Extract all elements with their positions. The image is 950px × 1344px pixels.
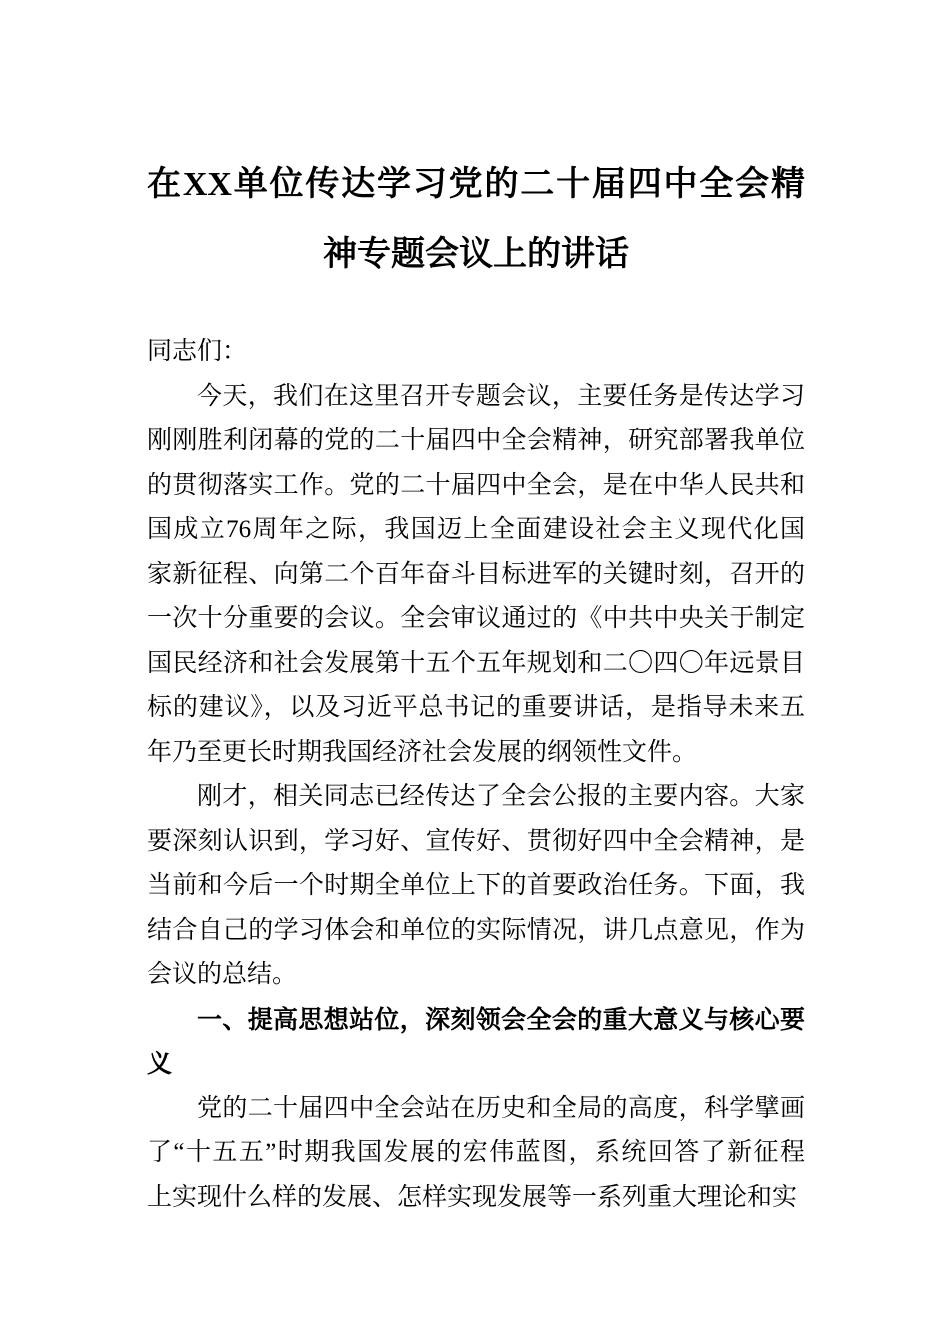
text-line: 会议的总结。 bbox=[147, 961, 298, 988]
salutation: 同志们： bbox=[147, 338, 248, 365]
text-line: 刚刚胜利闭幕的党的二十届四中全会精神，研究部署我单位 bbox=[147, 427, 805, 454]
document-title bbox=[147, 150, 805, 290]
section-heading bbox=[147, 998, 805, 1087]
text-line: 国成立76周年之际，我国迈上全面建设社会主义现代化国 bbox=[147, 516, 805, 543]
text-line: 上实现什么样的发展、怎样实现发展等一系列重大理论和实 bbox=[147, 1183, 798, 1211]
document-body bbox=[147, 330, 805, 1220]
title-line: 神专题会议上的讲话 bbox=[323, 236, 629, 273]
text-line: 年乃至更长时期我国经济社会发展的纲领性文件。 bbox=[147, 738, 698, 766]
text-line: 一、提高思想站位，深刻领会全会的重大意义与核心要 bbox=[197, 1005, 805, 1034]
text-line: 国民经济和社会发展第十五个五年规划和二〇四〇年远景目 bbox=[147, 649, 805, 677]
text-line: 的贯彻落实工作。党的二十届四中全会，是在中华人民共和 bbox=[147, 471, 805, 499]
text-line: 义 bbox=[147, 1050, 173, 1078]
paragraph bbox=[147, 375, 805, 776]
text-line: 刚才，相关同志已经传达了全会公报的主要内容。大家 bbox=[197, 783, 805, 810]
text-line: 一次十分重要的会议。全会审议通过的《中共中央关于制定 bbox=[147, 605, 805, 632]
title-line: 在XX单位传达学习党的二十届四中全会精 bbox=[147, 166, 805, 203]
text-line: 了“十五五”时期我国发展的宏伟蓝图，系统回答了新征程 bbox=[147, 1139, 805, 1166]
text-line: 要深刻认识到，学习好、宣传好、贯彻好四中全会精神，是 bbox=[147, 827, 805, 855]
text-line: 党的二十届四中全会站在历史和全局的高度，科学擘画 bbox=[197, 1094, 805, 1122]
text-line: 结合自己的学习体会和单位的实际情况，讲几点意见，作为 bbox=[147, 916, 805, 944]
paragraph bbox=[147, 1087, 805, 1221]
text-line: 今天，我们在这里召开专题会议，主要任务是传达学习 bbox=[197, 382, 805, 410]
text-line: 家新征程、向第二个百年奋斗目标进军的关键时刻，召开的 bbox=[147, 560, 805, 588]
text-line: 当前和今后一个时期全单位上下的首要政治任务。下面，我 bbox=[147, 872, 805, 899]
paragraph bbox=[147, 775, 805, 998]
text-line: 标的建议》，以及习近平总书记的重要讲话，是指导未来五 bbox=[147, 694, 805, 721]
